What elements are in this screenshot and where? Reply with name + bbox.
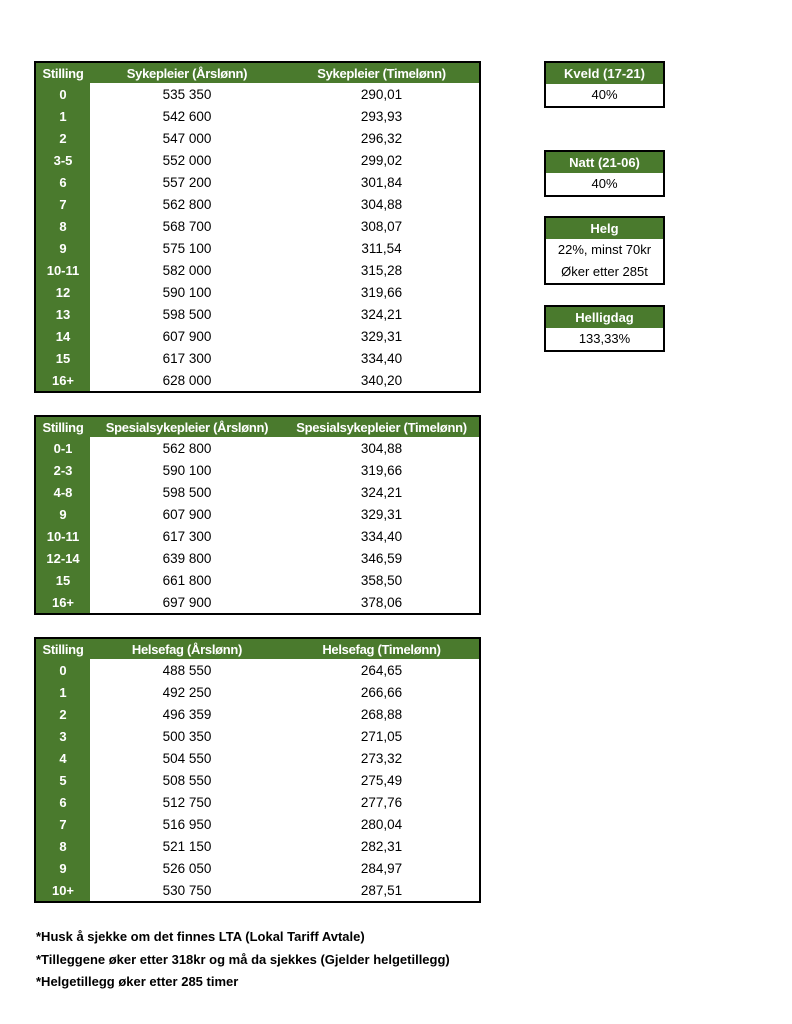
arslonn-cell: 516 950 bbox=[162, 816, 212, 832]
table-row bbox=[36, 747, 479, 769]
arslonn-cell: 562 800 bbox=[162, 440, 212, 456]
stilling-cell: 4-8 bbox=[36, 481, 90, 503]
arslonn-cell: 575 100 bbox=[162, 240, 212, 256]
table-row bbox=[36, 835, 479, 857]
arslonn-cell: 639 800 bbox=[162, 550, 212, 566]
arslonn-cell: 617 300 bbox=[162, 528, 212, 544]
stilling-cell: 13 bbox=[36, 303, 90, 325]
timelonn-cell: 329,31 bbox=[360, 506, 403, 522]
stilling-cell: 0 bbox=[36, 83, 90, 105]
column-header: Stilling bbox=[36, 63, 90, 83]
stilling-cell: 7 bbox=[36, 193, 90, 215]
arslonn-cell: 607 900 bbox=[162, 328, 212, 344]
arslonn-cell: 508 550 bbox=[162, 772, 212, 788]
table-row bbox=[36, 259, 479, 281]
timelonn-cell: 319,66 bbox=[360, 284, 403, 300]
stilling-cell: 1 bbox=[36, 105, 90, 127]
arslonn-cell: 590 100 bbox=[162, 462, 212, 478]
arslonn-cell: 617 300 bbox=[162, 350, 212, 366]
stilling-cell: 7 bbox=[36, 813, 90, 835]
footnote: *Tilleggene øker etter 318kr og må da sjekkes (Gjelder helgetillegg) bbox=[36, 951, 450, 967]
sykepleier-table bbox=[34, 61, 481, 393]
table-row bbox=[36, 347, 479, 369]
table-row bbox=[36, 681, 479, 703]
stilling-cell: 0 bbox=[36, 659, 90, 681]
stilling-cell: 12-14 bbox=[36, 547, 90, 569]
table-row bbox=[36, 83, 479, 105]
table-row bbox=[36, 547, 479, 569]
arslonn-cell: 568 700 bbox=[162, 218, 212, 234]
stilling-cell: 10-11 bbox=[36, 259, 90, 281]
timelonn-cell: 287,51 bbox=[360, 882, 403, 898]
table-row bbox=[36, 725, 479, 747]
column-header: Helsefag (Årslønn) bbox=[90, 639, 284, 659]
timelonn-cell: 311,54 bbox=[361, 240, 402, 256]
table-row bbox=[36, 857, 479, 879]
table-row bbox=[36, 325, 479, 347]
arslonn-cell: 488 550 bbox=[162, 662, 212, 678]
table-row bbox=[36, 569, 479, 591]
column-header: Helsefag (Timelønn) bbox=[284, 639, 479, 659]
stilling-cell: 14 bbox=[36, 325, 90, 347]
timelonn-cell: 271,05 bbox=[360, 728, 403, 744]
column-header: Stilling bbox=[36, 417, 90, 437]
timelonn-cell: 358,50 bbox=[360, 572, 403, 588]
arslonn-cell: 492 250 bbox=[162, 684, 212, 700]
natt-box bbox=[544, 150, 665, 197]
helg-title: Helg bbox=[546, 218, 663, 239]
table-row bbox=[36, 703, 479, 725]
table-row bbox=[36, 369, 479, 391]
arslonn-cell: 552 000 bbox=[162, 152, 212, 168]
helligdag-title: Helligdag bbox=[546, 307, 663, 328]
table-row bbox=[36, 879, 479, 901]
timelonn-cell: 329,31 bbox=[360, 328, 403, 344]
arslonn-cell: 547 000 bbox=[162, 130, 212, 146]
timelonn-cell: 324,21 bbox=[360, 306, 403, 322]
stilling-cell: 10+ bbox=[36, 879, 90, 901]
table-row bbox=[36, 105, 479, 127]
stilling-cell: 15 bbox=[36, 347, 90, 369]
stilling-cell: 2 bbox=[36, 127, 90, 149]
stilling-cell: 9 bbox=[36, 857, 90, 879]
helligdag-box bbox=[544, 305, 665, 352]
timelonn-cell: 290,01 bbox=[360, 86, 403, 102]
helligdag-value: 133,33% bbox=[578, 331, 631, 346]
table-row bbox=[36, 813, 479, 835]
natt-value: 40% bbox=[591, 176, 618, 191]
timelonn-cell: 378,06 bbox=[360, 594, 403, 610]
table-row bbox=[36, 659, 479, 681]
spesialsykepleier-table bbox=[34, 415, 481, 615]
arslonn-cell: 504 550 bbox=[162, 750, 212, 766]
arslonn-cell: 500 350 bbox=[162, 728, 212, 744]
stilling-cell: 1 bbox=[36, 681, 90, 703]
arslonn-cell: 530 750 bbox=[162, 882, 212, 898]
footnote: *Helgetillegg øker etter 285 timer bbox=[36, 974, 239, 989]
kveld-value: 40% bbox=[591, 87, 618, 102]
arslonn-cell: 521 150 bbox=[162, 838, 212, 854]
timelonn-cell: 346,59 bbox=[360, 550, 403, 566]
timelonn-cell: 273,32 bbox=[360, 750, 403, 766]
arslonn-cell: 628 000 bbox=[162, 372, 212, 388]
table-header-row bbox=[36, 417, 479, 437]
stilling-cell: 10-11 bbox=[36, 525, 90, 547]
stilling-cell: 6 bbox=[36, 791, 90, 813]
timelonn-cell: 264,65 bbox=[360, 662, 403, 678]
helg-note: Øker etter 285t bbox=[561, 264, 648, 279]
natt-title: Natt (21-06) bbox=[546, 152, 663, 173]
stilling-cell: 12 bbox=[36, 281, 90, 303]
table-row bbox=[36, 525, 479, 547]
stilling-cell: 2-3 bbox=[36, 459, 90, 481]
arslonn-cell: 562 800 bbox=[162, 196, 212, 212]
stilling-cell: 16+ bbox=[36, 369, 90, 391]
stilling-cell: 3-5 bbox=[36, 149, 90, 171]
timelonn-cell: 268,88 bbox=[360, 706, 403, 722]
timelonn-cell: 296,32 bbox=[360, 130, 403, 146]
table-row bbox=[36, 171, 479, 193]
arslonn-cell: 598 500 bbox=[162, 306, 212, 322]
arslonn-cell: 557 200 bbox=[162, 174, 212, 190]
timelonn-cell: 282,31 bbox=[360, 838, 403, 854]
table-row bbox=[36, 237, 479, 259]
arslonn-cell: 697 900 bbox=[162, 594, 212, 610]
table-row bbox=[36, 437, 479, 459]
timelonn-cell: 301,84 bbox=[360, 174, 403, 190]
table-row bbox=[36, 503, 479, 525]
timelonn-cell: 277,76 bbox=[360, 794, 403, 810]
table-header-row bbox=[36, 63, 479, 83]
stilling-cell: 9 bbox=[36, 237, 90, 259]
table-row bbox=[36, 459, 479, 481]
timelonn-cell: 280,04 bbox=[360, 816, 403, 832]
timelonn-cell: 293,93 bbox=[360, 108, 403, 124]
timelonn-cell: 299,02 bbox=[360, 152, 403, 168]
column-header: Stilling bbox=[36, 639, 90, 659]
timelonn-cell: 304,88 bbox=[360, 440, 403, 456]
column-header: Spesialsykepleier (Timelønn) bbox=[284, 417, 479, 437]
kveld-box bbox=[544, 61, 665, 108]
arslonn-cell: 496 359 bbox=[162, 706, 212, 722]
stilling-cell: 2 bbox=[36, 703, 90, 725]
arslonn-cell: 535 350 bbox=[162, 86, 212, 102]
stilling-cell: 5 bbox=[36, 769, 90, 791]
table-row bbox=[36, 149, 479, 171]
timelonn-cell: 334,40 bbox=[360, 528, 403, 544]
arslonn-cell: 598 500 bbox=[162, 484, 212, 500]
timelonn-cell: 308,07 bbox=[360, 218, 403, 234]
kveld-title: Kveld (17-21) bbox=[546, 63, 663, 84]
table-row bbox=[36, 215, 479, 237]
timelonn-cell: 334,40 bbox=[360, 350, 403, 366]
timelonn-cell: 266,66 bbox=[360, 684, 403, 700]
column-header: Spesialsykepleier (Årslønn) bbox=[90, 417, 284, 437]
arslonn-cell: 661 800 bbox=[162, 572, 212, 588]
stilling-cell: 8 bbox=[36, 835, 90, 857]
timelonn-cell: 275,49 bbox=[360, 772, 403, 788]
table-row bbox=[36, 127, 479, 149]
stilling-cell: 6 bbox=[36, 171, 90, 193]
arslonn-cell: 582 000 bbox=[162, 262, 212, 278]
table-row bbox=[36, 193, 479, 215]
table-row bbox=[36, 769, 479, 791]
stilling-cell: 8 bbox=[36, 215, 90, 237]
arslonn-cell: 512 750 bbox=[162, 794, 212, 810]
footnote: *Husk å sjekke om det finnes LTA (Lokal Tariff Avtale) bbox=[36, 929, 365, 944]
stilling-cell: 4 bbox=[36, 747, 90, 769]
table-row bbox=[36, 281, 479, 303]
timelonn-cell: 324,21 bbox=[360, 484, 403, 500]
helg-box bbox=[544, 216, 665, 285]
stilling-cell: 15 bbox=[36, 569, 90, 591]
table-row bbox=[36, 303, 479, 325]
arslonn-cell: 542 600 bbox=[162, 108, 212, 124]
stilling-cell: 16+ bbox=[36, 591, 90, 613]
helsefag-table bbox=[34, 637, 481, 903]
table-row bbox=[36, 481, 479, 503]
arslonn-cell: 590 100 bbox=[162, 284, 212, 300]
arslonn-cell: 607 900 bbox=[162, 506, 212, 522]
helg-value: 22%, minst 70kr bbox=[557, 242, 652, 257]
table-row bbox=[36, 791, 479, 813]
table-header-row bbox=[36, 639, 479, 659]
footnotes bbox=[36, 926, 450, 994]
table-row bbox=[36, 591, 479, 613]
timelonn-cell: 284,97 bbox=[360, 860, 403, 876]
timelonn-cell: 315,28 bbox=[360, 262, 403, 278]
timelonn-cell: 304,88 bbox=[360, 196, 403, 212]
timelonn-cell: 340,20 bbox=[360, 372, 403, 388]
column-header: Sykepleier (Årslønn) bbox=[90, 63, 284, 83]
arslonn-cell: 526 050 bbox=[162, 860, 212, 876]
stilling-cell: 9 bbox=[36, 503, 90, 525]
column-header: Sykepleier (Timelønn) bbox=[284, 63, 479, 83]
timelonn-cell: 319,66 bbox=[360, 462, 403, 478]
stilling-cell: 0-1 bbox=[36, 437, 90, 459]
stilling-cell: 3 bbox=[36, 725, 90, 747]
